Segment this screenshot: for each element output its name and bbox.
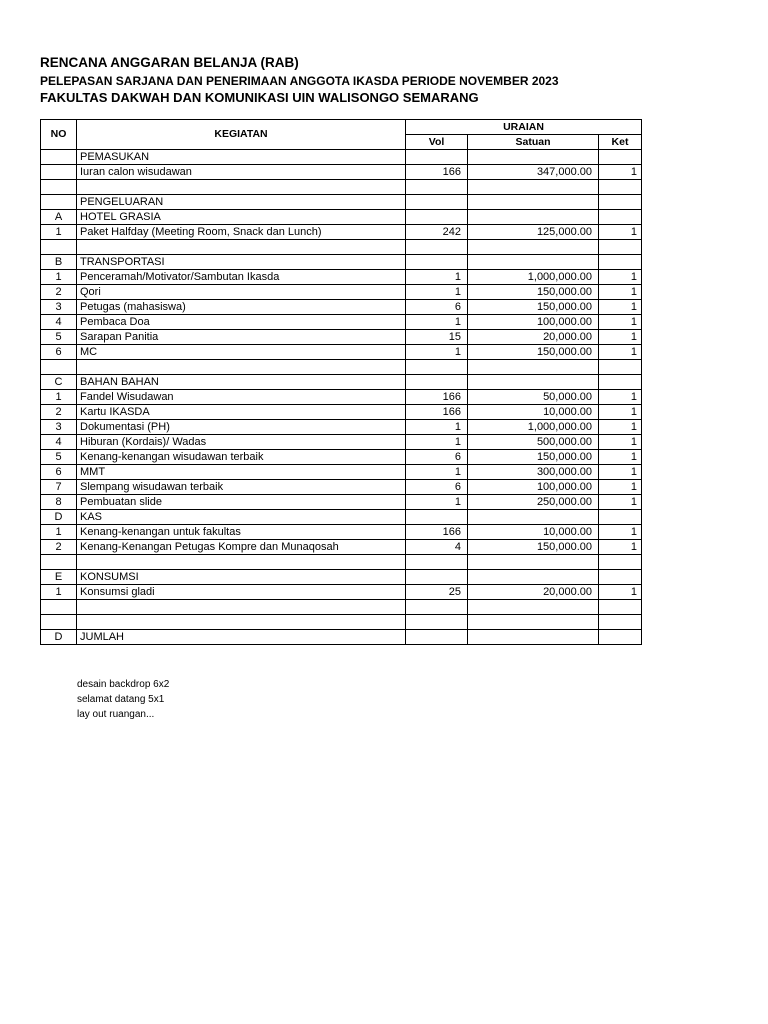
row-satuan: 150,000.00 xyxy=(468,300,599,315)
row-ket xyxy=(599,555,642,570)
row-satuan xyxy=(468,150,599,165)
row-satuan: 125,000.00 xyxy=(468,225,599,240)
budget-table-header xyxy=(41,120,642,150)
row-ket: 1 xyxy=(599,420,642,435)
row-kegiatan xyxy=(77,555,406,570)
table-row xyxy=(41,285,642,300)
faculty-heading: FAKULTAS DAKWAH DAN KOMUNIKASI UIN WALISONGO SEMARANG xyxy=(40,90,479,105)
row-kegiatan: BAHAN BAHAN xyxy=(77,375,406,390)
row-satuan xyxy=(468,210,599,225)
row-vol: 15 xyxy=(406,330,468,345)
row-satuan: 150,000.00 xyxy=(468,450,599,465)
row-number: 5 xyxy=(41,450,77,465)
table-row xyxy=(41,570,642,585)
row-number: E xyxy=(41,570,77,585)
row-kegiatan: HOTEL GRASIA xyxy=(77,210,406,225)
table-row xyxy=(41,180,642,195)
row-satuan: 10,000.00 xyxy=(468,525,599,540)
row-number: D xyxy=(41,630,77,645)
row-kegiatan: Paket Halfday (Meeting Room, Snack dan Lunch) xyxy=(77,225,406,240)
row-vol xyxy=(406,150,468,165)
row-ket: 1 xyxy=(599,270,642,285)
row-satuan: 500,000.00 xyxy=(468,435,599,450)
table-row xyxy=(41,210,642,225)
row-ket xyxy=(599,195,642,210)
row-satuan: 10,000.00 xyxy=(468,405,599,420)
row-number: 1 xyxy=(41,525,77,540)
row-satuan: 20,000.00 xyxy=(468,585,599,600)
row-number: 5 xyxy=(41,330,77,345)
document-subtitle: PELEPASAN SARJANA DAN PENERIMAAN ANGGOTA IKASDA PERIODE NOVEMBER 2023 xyxy=(40,74,559,88)
row-kegiatan: Fandel Wisudawan xyxy=(77,390,406,405)
row-kegiatan: Kenang-kenangan wisudawan terbaik xyxy=(77,450,406,465)
row-kegiatan xyxy=(77,180,406,195)
row-vol xyxy=(406,240,468,255)
row-satuan: 347,000.00 xyxy=(468,165,599,180)
row-kegiatan: Dokumentasi (PH) xyxy=(77,420,406,435)
row-ket: 1 xyxy=(599,495,642,510)
row-vol: 166 xyxy=(406,405,468,420)
row-satuan xyxy=(468,375,599,390)
row-ket: 1 xyxy=(599,300,642,315)
row-number: 4 xyxy=(41,315,77,330)
row-kegiatan: Iuran calon wisudawan xyxy=(77,165,406,180)
row-number: 8 xyxy=(41,495,77,510)
row-number: 6 xyxy=(41,345,77,360)
row-vol xyxy=(406,195,468,210)
row-vol: 1 xyxy=(406,435,468,450)
row-satuan xyxy=(468,360,599,375)
row-satuan xyxy=(468,630,599,645)
row-number: C xyxy=(41,375,77,390)
row-ket xyxy=(599,510,642,525)
row-kegiatan: MMT xyxy=(77,465,406,480)
row-satuan: 300,000.00 xyxy=(468,465,599,480)
row-satuan: 150,000.00 xyxy=(468,540,599,555)
table-row xyxy=(41,240,642,255)
row-number: 3 xyxy=(41,300,77,315)
row-number xyxy=(41,360,77,375)
col-header-satuan: Satuan xyxy=(468,135,599,150)
row-vol xyxy=(406,615,468,630)
row-vol: 1 xyxy=(406,420,468,435)
row-ket: 1 xyxy=(599,540,642,555)
row-number: B xyxy=(41,255,77,270)
row-kegiatan: TRANSPORTASI xyxy=(77,255,406,270)
row-kegiatan: Petugas (mahasiswa) xyxy=(77,300,406,315)
row-ket: 1 xyxy=(599,465,642,480)
row-vol xyxy=(406,210,468,225)
row-kegiatan: KONSUMSI xyxy=(77,570,406,585)
row-vol: 166 xyxy=(406,165,468,180)
row-number xyxy=(41,150,77,165)
row-kegiatan: JUMLAH xyxy=(77,630,406,645)
row-satuan xyxy=(468,195,599,210)
row-ket: 1 xyxy=(599,405,642,420)
row-ket: 1 xyxy=(599,315,642,330)
row-satuan: 150,000.00 xyxy=(468,285,599,300)
table-row xyxy=(41,555,642,570)
row-number xyxy=(41,600,77,615)
row-vol: 1 xyxy=(406,270,468,285)
row-kegiatan: Kenang-kenangan untuk fakultas xyxy=(77,525,406,540)
row-satuan xyxy=(468,600,599,615)
row-vol xyxy=(406,360,468,375)
row-kegiatan: Sarapan Panitia xyxy=(77,330,406,345)
row-kegiatan: KAS xyxy=(77,510,406,525)
row-number: D xyxy=(41,510,77,525)
table-row xyxy=(41,255,642,270)
row-ket: 1 xyxy=(599,225,642,240)
row-ket: 1 xyxy=(599,450,642,465)
row-vol: 1 xyxy=(406,315,468,330)
row-vol xyxy=(406,570,468,585)
table-row xyxy=(41,435,642,450)
row-ket: 1 xyxy=(599,525,642,540)
row-vol xyxy=(406,600,468,615)
row-number: 4 xyxy=(41,435,77,450)
row-number: 2 xyxy=(41,405,77,420)
row-vol xyxy=(406,375,468,390)
row-vol: 1 xyxy=(406,495,468,510)
row-satuan xyxy=(468,555,599,570)
col-header-vol: Vol xyxy=(406,135,468,150)
row-kegiatan: PEMASUKAN xyxy=(77,150,406,165)
row-satuan: 250,000.00 xyxy=(468,495,599,510)
col-header-uraian: URAIAN xyxy=(406,120,642,135)
row-kegiatan: PENGELUARAN xyxy=(77,195,406,210)
row-satuan xyxy=(468,180,599,195)
row-number xyxy=(41,180,77,195)
col-header-no: NO xyxy=(41,120,77,150)
row-kegiatan: Konsumsi gladi xyxy=(77,585,406,600)
budget-table-body xyxy=(41,150,642,645)
table-row xyxy=(41,330,642,345)
row-vol: 6 xyxy=(406,450,468,465)
row-vol: 166 xyxy=(406,390,468,405)
row-ket: 1 xyxy=(599,285,642,300)
table-row xyxy=(41,150,642,165)
row-ket xyxy=(599,570,642,585)
row-number xyxy=(41,240,77,255)
row-satuan: 100,000.00 xyxy=(468,480,599,495)
row-vol: 6 xyxy=(406,480,468,495)
row-satuan xyxy=(468,615,599,630)
table-row xyxy=(41,495,642,510)
row-ket xyxy=(599,180,642,195)
row-kegiatan: Kartu IKASDA xyxy=(77,405,406,420)
row-vol: 242 xyxy=(406,225,468,240)
table-row xyxy=(41,405,642,420)
row-satuan: 100,000.00 xyxy=(468,315,599,330)
row-vol xyxy=(406,255,468,270)
row-satuan xyxy=(468,570,599,585)
row-ket xyxy=(599,630,642,645)
row-ket: 1 xyxy=(599,480,642,495)
table-row xyxy=(41,585,642,600)
table-row xyxy=(41,465,642,480)
table-row xyxy=(41,480,642,495)
row-number xyxy=(41,615,77,630)
row-ket xyxy=(599,240,642,255)
row-number: 3 xyxy=(41,420,77,435)
row-number: 1 xyxy=(41,225,77,240)
table-row xyxy=(41,600,642,615)
row-kegiatan: Penceramah/Motivator/Sambutan Ikasda xyxy=(77,270,406,285)
row-number: 1 xyxy=(41,270,77,285)
row-vol xyxy=(406,180,468,195)
row-ket xyxy=(599,615,642,630)
budget-table xyxy=(40,119,642,645)
row-kegiatan xyxy=(77,240,406,255)
row-ket: 1 xyxy=(599,585,642,600)
row-number: 7 xyxy=(41,480,77,495)
row-satuan: 1,000,000.00 xyxy=(468,420,599,435)
row-kegiatan: Kenang-Kenangan Petugas Kompre dan Munaqosah xyxy=(77,540,406,555)
row-number xyxy=(41,165,77,180)
row-vol: 1 xyxy=(406,285,468,300)
row-ket: 1 xyxy=(599,165,642,180)
table-row xyxy=(41,270,642,285)
table-row xyxy=(41,375,642,390)
document-title: RENCANA ANGGARAN BELANJA (RAB) xyxy=(40,55,299,70)
row-number: 1 xyxy=(41,585,77,600)
row-kegiatan xyxy=(77,600,406,615)
table-row xyxy=(41,315,642,330)
row-kegiatan: Pembuatan slide xyxy=(77,495,406,510)
table-row xyxy=(41,300,642,315)
row-satuan: 1,000,000.00 xyxy=(468,270,599,285)
row-vol xyxy=(406,510,468,525)
row-number xyxy=(41,195,77,210)
table-row xyxy=(41,540,642,555)
row-kegiatan: Pembaca Doa xyxy=(77,315,406,330)
table-row xyxy=(41,525,642,540)
row-satuan xyxy=(468,510,599,525)
row-ket: 1 xyxy=(599,390,642,405)
table-row xyxy=(41,390,642,405)
row-vol xyxy=(406,630,468,645)
note-line: lay out ruangan... xyxy=(77,709,155,720)
row-number: 2 xyxy=(41,285,77,300)
table-row xyxy=(41,195,642,210)
note-line: desain backdrop 6x2 xyxy=(77,679,170,690)
row-satuan xyxy=(468,240,599,255)
row-kegiatan: Slempang wisudawan terbaik xyxy=(77,480,406,495)
row-number: 1 xyxy=(41,390,77,405)
notes-block xyxy=(77,677,169,722)
row-ket xyxy=(599,375,642,390)
row-ket: 1 xyxy=(599,435,642,450)
row-satuan: 150,000.00 xyxy=(468,345,599,360)
table-row xyxy=(41,225,642,240)
row-ket xyxy=(599,210,642,225)
row-number xyxy=(41,555,77,570)
table-row xyxy=(41,420,642,435)
col-header-kegiatan: KEGIATAN xyxy=(77,120,406,150)
row-satuan: 50,000.00 xyxy=(468,390,599,405)
row-kegiatan: Qori xyxy=(77,285,406,300)
table-row xyxy=(41,360,642,375)
row-kegiatan xyxy=(77,615,406,630)
row-ket xyxy=(599,255,642,270)
row-satuan xyxy=(468,255,599,270)
row-kegiatan: Hiburan (Kordais)/ Wadas xyxy=(77,435,406,450)
row-kegiatan: MC xyxy=(77,345,406,360)
table-row xyxy=(41,165,642,180)
row-ket: 1 xyxy=(599,345,642,360)
row-ket xyxy=(599,600,642,615)
row-number: A xyxy=(41,210,77,225)
row-vol: 6 xyxy=(406,300,468,315)
row-vol: 1 xyxy=(406,345,468,360)
table-row xyxy=(41,450,642,465)
table-row xyxy=(41,510,642,525)
row-vol: 1 xyxy=(406,465,468,480)
table-row xyxy=(41,630,642,645)
col-header-ket: Ket xyxy=(599,135,642,150)
table-row xyxy=(41,615,642,630)
row-satuan: 20,000.00 xyxy=(468,330,599,345)
row-vol: 4 xyxy=(406,540,468,555)
row-vol: 25 xyxy=(406,585,468,600)
row-kegiatan xyxy=(77,360,406,375)
note-line: selamat datang 5x1 xyxy=(77,694,165,705)
row-number: 2 xyxy=(41,540,77,555)
row-number: 6 xyxy=(41,465,77,480)
row-vol xyxy=(406,555,468,570)
row-vol: 166 xyxy=(406,525,468,540)
row-ket xyxy=(599,360,642,375)
row-ket: 1 xyxy=(599,330,642,345)
row-ket xyxy=(599,150,642,165)
table-row xyxy=(41,345,642,360)
